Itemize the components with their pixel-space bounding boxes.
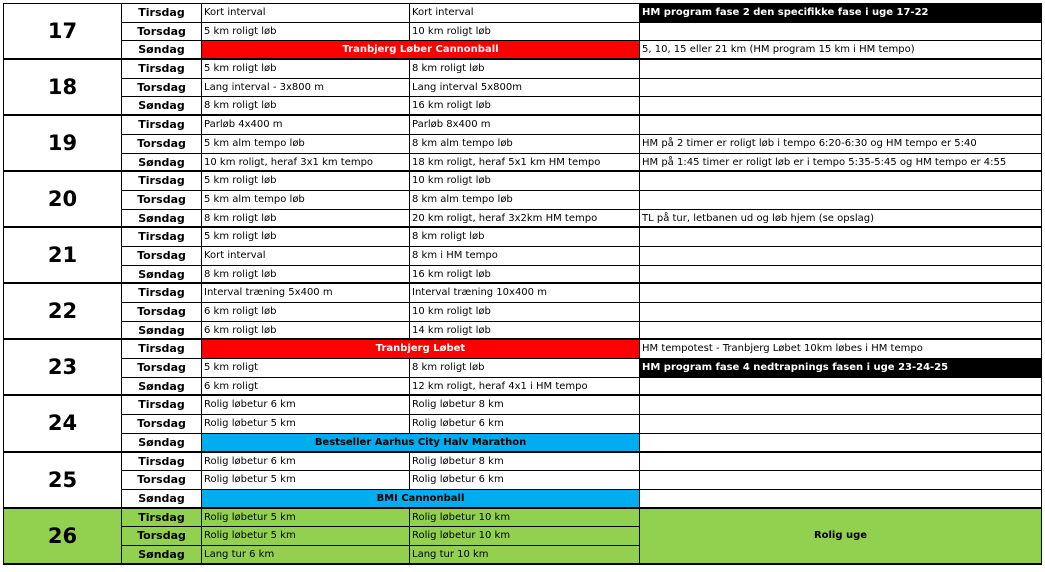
event-banner[interactable]: BMI Cannonball (202, 490, 640, 509)
plan-cell-long[interactable]: 12 km roligt, heraf 4x1 i HM tempo (410, 378, 640, 397)
day-label[interactable]: Tirsdag (122, 4, 202, 23)
plan-cell-long[interactable]: Rolig løbetur 6 km (410, 415, 640, 434)
note-cell[interactable] (640, 471, 1042, 490)
plan-cell-short[interactable]: Rolig løbetur 5 km (202, 527, 410, 546)
week-number[interactable]: 19 (4, 116, 122, 172)
day-label[interactable]: Søndag (122, 97, 202, 116)
plan-cell-short[interactable]: 5 km roligt løb (202, 228, 410, 247)
note-cell[interactable]: HM på 2 timer er roligt løb i tempo 6:20-6:30 og HM tempo er 5:40 (640, 135, 1042, 154)
note-cell[interactable] (640, 228, 1042, 247)
note-cell[interactable] (640, 60, 1042, 79)
plan-cell-long[interactable]: 16 km roligt løb (410, 266, 640, 285)
plan-cell-short[interactable]: Rolig løbetur 6 km (202, 453, 410, 472)
week-number[interactable]: 22 (4, 284, 122, 340)
plan-cell-short[interactable]: Rolig løbetur 5 km (202, 415, 410, 434)
plan-cell-short[interactable]: 6 km roligt (202, 378, 410, 397)
note-cell[interactable]: HM tempotest - Tranbjerg Løbet 10km løbes i HM tempo (640, 340, 1042, 359)
note-cell[interactable] (640, 79, 1042, 98)
plan-cell-long[interactable]: Parløb 8x400 m (410, 116, 640, 135)
plan-cell-long[interactable]: 10 km roligt løb (410, 303, 640, 322)
plan-cell-short[interactable]: Interval træning 5x400 m (202, 284, 410, 303)
plan-cell-short[interactable]: 6 km roligt løb (202, 322, 410, 341)
day-label[interactable]: Torsdag (122, 415, 202, 434)
note-cell[interactable] (640, 322, 1042, 341)
plan-cell-short[interactable]: 8 km roligt løb (202, 210, 410, 229)
day-label[interactable]: Torsdag (122, 23, 202, 42)
week-summary-note[interactable]: Rolig uge (640, 509, 1042, 565)
plan-cell-long[interactable]: 20 km roligt, heraf 3x2km HM tempo (410, 210, 640, 229)
day-label[interactable]: Søndag (122, 546, 202, 565)
day-label[interactable]: Søndag (122, 434, 202, 453)
plan-cell-short[interactable]: 8 km roligt løb (202, 97, 410, 116)
plan-cell-short[interactable]: Rolig løbetur 5 km (202, 509, 410, 528)
plan-cell-long[interactable]: Rolig løbetur 8 km (410, 396, 640, 415)
day-label[interactable]: Tirsdag (122, 509, 202, 528)
day-label[interactable]: Tirsdag (122, 284, 202, 303)
day-label[interactable]: Torsdag (122, 79, 202, 98)
plan-cell-long[interactable]: Lang tur 10 km (410, 546, 640, 565)
day-label[interactable]: Tirsdag (122, 396, 202, 415)
plan-cell-long[interactable]: 8 km alm tempo løb (410, 191, 640, 210)
plan-cell-long[interactable]: Interval træning 10x400 m (410, 284, 640, 303)
plan-cell-long[interactable]: 8 km roligt løb (410, 359, 640, 378)
plan-cell-short[interactable]: 5 km roligt løb (202, 172, 410, 191)
plan-cell-short[interactable]: Kort interval (202, 4, 410, 23)
plan-cell-short[interactable]: 8 km roligt løb (202, 266, 410, 285)
plan-cell-short[interactable]: 5 km roligt løb (202, 60, 410, 79)
note-cell[interactable]: TL på tur, letbanen ud og løb hjem (se opslag) (640, 210, 1042, 229)
note-cell[interactable] (640, 97, 1042, 116)
week-number[interactable]: 24 (4, 396, 122, 452)
day-label[interactable]: Søndag (122, 266, 202, 285)
note-cell[interactable] (640, 247, 1042, 266)
day-label[interactable]: Søndag (122, 378, 202, 397)
day-label[interactable]: Søndag (122, 41, 202, 60)
schedule-grid (3, 3, 1042, 565)
note-cell[interactable] (640, 23, 1042, 42)
note-cell[interactable] (640, 172, 1042, 191)
event-banner[interactable]: Tranbjerg Løbet (202, 340, 640, 359)
plan-cell-short[interactable]: Rolig løbetur 6 km (202, 396, 410, 415)
note-cell[interactable]: HM program fase 2 den specifikke fase i uge 17-22 (640, 4, 1042, 23)
note-cell[interactable]: 5, 10, 15 eller 21 km (HM program 15 km i HM tempo) (640, 41, 1042, 60)
day-label[interactable]: Tirsdag (122, 340, 202, 359)
day-label[interactable]: Tirsdag (122, 116, 202, 135)
plan-cell-short[interactable]: Lang interval - 3x800 m (202, 79, 410, 98)
note-cell[interactable] (640, 303, 1042, 322)
plan-cell-short[interactable]: Lang tur 6 km (202, 546, 410, 565)
plan-cell-long[interactable]: 16 km roligt løb (410, 97, 640, 116)
plan-cell-long[interactable]: 10 km roligt løb (410, 23, 640, 42)
plan-cell-long[interactable]: 18 km roligt, heraf 5x1 km HM tempo (410, 154, 640, 173)
day-label[interactable]: Tirsdag (122, 172, 202, 191)
plan-cell-long[interactable]: 8 km roligt løb (410, 228, 640, 247)
day-label[interactable]: Tirsdag (122, 228, 202, 247)
plan-cell-long[interactable]: 8 km roligt løb (410, 60, 640, 79)
event-banner[interactable]: Tranbjerg Løber Cannonball (202, 41, 640, 60)
note-cell[interactable] (640, 490, 1042, 509)
plan-cell-short[interactable]: 5 km roligt løb (202, 23, 410, 42)
day-label[interactable]: Torsdag (122, 191, 202, 210)
event-banner[interactable]: Bestseller Aarhus City Halv Marathon (202, 434, 640, 453)
week-number[interactable]: 25 (4, 453, 122, 509)
day-label[interactable]: Torsdag (122, 359, 202, 378)
note-cell[interactable]: HM program fase 4 nedtrapnings fasen i uge 23-24-25 (640, 359, 1042, 378)
day-label[interactable]: Søndag (122, 490, 202, 509)
week-number[interactable]: 18 (4, 60, 122, 116)
plan-cell-short[interactable]: Rolig løbetur 5 km (202, 471, 410, 490)
plan-cell-long[interactable]: Kort interval (410, 4, 640, 23)
day-label[interactable]: Tirsdag (122, 60, 202, 79)
note-cell[interactable] (640, 415, 1042, 434)
plan-cell-long[interactable]: 8 km i HM tempo (410, 247, 640, 266)
plan-cell-short[interactable]: 6 km roligt løb (202, 303, 410, 322)
day-label[interactable]: Torsdag (122, 303, 202, 322)
day-label[interactable]: Torsdag (122, 247, 202, 266)
week-number[interactable]: 23 (4, 340, 122, 396)
day-label[interactable]: Tirsdag (122, 453, 202, 472)
week-number[interactable]: 21 (4, 228, 122, 284)
week-number[interactable]: 17 (4, 4, 122, 60)
day-label[interactable]: Torsdag (122, 135, 202, 154)
plan-cell-short[interactable]: 10 km roligt, heraf 3x1 km tempo (202, 154, 410, 173)
note-cell[interactable] (640, 396, 1042, 415)
plan-cell-short[interactable]: 5 km roligt (202, 359, 410, 378)
plan-cell-long[interactable]: 14 km roligt løb (410, 322, 640, 341)
note-cell[interactable] (640, 284, 1042, 303)
note-cell[interactable] (640, 191, 1042, 210)
note-cell[interactable] (640, 116, 1042, 135)
plan-cell-long[interactable]: 10 km roligt løb (410, 172, 640, 191)
plan-cell-long[interactable]: 8 km alm tempo løb (410, 135, 640, 154)
plan-cell-long[interactable]: Rolig løbetur 10 km (410, 527, 640, 546)
plan-cell-long[interactable]: Rolig løbetur 8 km (410, 453, 640, 472)
plan-cell-short[interactable]: Kort interval (202, 247, 410, 266)
week-number[interactable]: 20 (4, 172, 122, 228)
day-label[interactable]: Søndag (122, 210, 202, 229)
day-label[interactable]: Torsdag (122, 471, 202, 490)
day-label[interactable]: Søndag (122, 322, 202, 341)
plan-cell-short[interactable]: 5 km alm tempo løb (202, 191, 410, 210)
note-cell[interactable]: HM på 1:45 timer er roligt løb er i tempo 5:35-5:45 og HM tempo er 4:55 (640, 154, 1042, 173)
plan-cell-long[interactable]: Rolig løbetur 10 km (410, 509, 640, 528)
day-label[interactable]: Torsdag (122, 527, 202, 546)
plan-cell-long[interactable]: Lang interval 5x800m (410, 79, 640, 98)
plan-cell-short[interactable]: Parløb 4x400 m (202, 116, 410, 135)
plan-cell-long[interactable]: Rolig løbetur 6 km (410, 471, 640, 490)
week-number[interactable]: 26 (4, 509, 122, 565)
note-cell[interactable] (640, 266, 1042, 285)
note-cell[interactable] (640, 378, 1042, 397)
note-cell[interactable] (640, 434, 1042, 453)
day-label[interactable]: Søndag (122, 154, 202, 173)
plan-cell-short[interactable]: 5 km alm tempo løb (202, 135, 410, 154)
note-cell[interactable] (640, 453, 1042, 472)
